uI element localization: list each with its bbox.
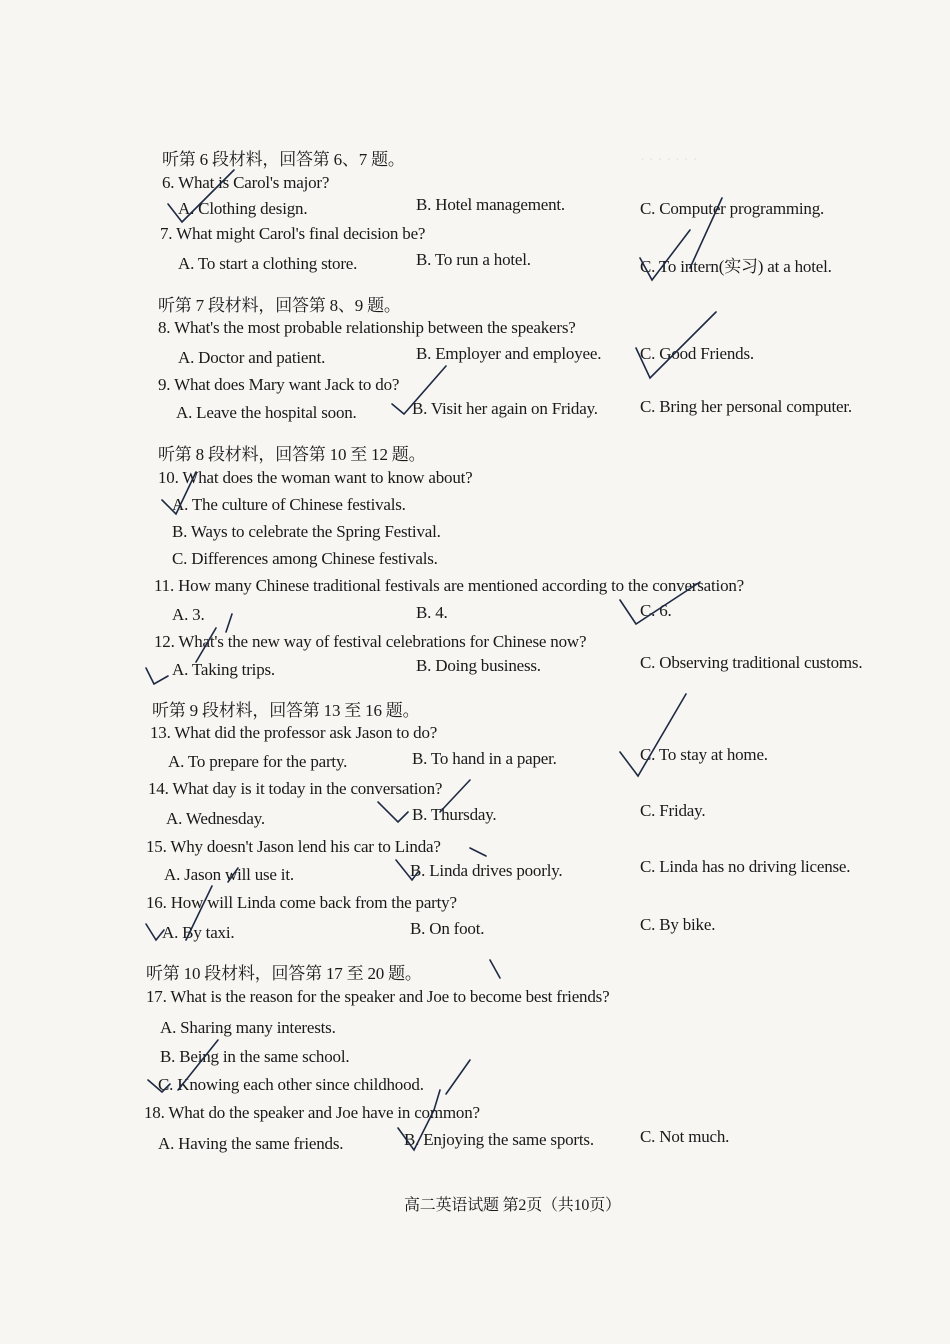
option-c: C. Computer programming.	[640, 199, 825, 218]
option-a: A. Wednesday.	[166, 809, 265, 828]
question-stem: 17. What is the reason for the speaker and Joe to become best friends?	[146, 987, 610, 1006]
option-b: B. To hand in a paper.	[412, 749, 557, 768]
option-a: A. Taking trips.	[172, 660, 275, 679]
check-mark-icon	[470, 848, 486, 856]
option-a: A. Leave the hospital soon.	[176, 403, 357, 422]
option-c: C. To intern(实习) at a hotel.	[640, 257, 832, 276]
option-a: A. Having the same friends.	[158, 1134, 344, 1153]
question-stem: 18. What do the speaker and Joe have in common?	[144, 1103, 480, 1122]
question-stem: 8. What's the most probable relationship between the speakers?	[158, 318, 576, 337]
bleed-through-text: · · · · · · ·	[640, 152, 698, 168]
option-b: B. Hotel management.	[416, 195, 565, 214]
option-b: B. Enjoying the same sports.	[404, 1130, 594, 1149]
question-stem: 16. How will Linda come back from the party?	[146, 893, 457, 912]
option-a: A. To start a clothing store.	[178, 254, 358, 273]
option-a: A. To prepare for the party.	[168, 752, 348, 771]
check-mark-icon	[146, 668, 168, 684]
option-a: A. The culture of Chinese festivals.	[172, 495, 406, 514]
check-mark-icon	[378, 802, 408, 822]
option-c: C. Good Friends.	[640, 344, 754, 363]
option-c: C. Differences among Chinese festivals.	[172, 549, 438, 568]
option-c: C. Not much.	[640, 1127, 730, 1146]
option-b: B. On foot.	[410, 919, 485, 938]
option-c: C. Bring her personal computer.	[640, 397, 852, 416]
check-mark-icon	[226, 614, 232, 632]
option-a: A. Sharing many interests.	[160, 1018, 336, 1037]
option-a: A. Jason will use it.	[164, 865, 294, 884]
question-stem: 9. What does Mary want Jack to do?	[158, 375, 400, 394]
option-b: B. Employer and employee.	[416, 344, 602, 363]
option-c: C. Linda has no driving license.	[640, 857, 851, 876]
option-c: C. By bike.	[640, 915, 716, 934]
option-c: C. Knowing each other since childhood.	[158, 1075, 424, 1094]
section-heading: 听第 6 段材料，回答第 6、7 题。	[162, 150, 405, 169]
question-stem: 6. What is Carol's major?	[162, 173, 330, 192]
option-a: A. 3.	[172, 605, 205, 624]
page-footer: 高二英语试题 第2页（共10页）	[404, 1197, 621, 1214]
check-mark-icon	[446, 1060, 470, 1094]
question-stem: 10. What does the woman want to know about?	[158, 468, 473, 487]
option-b: B. Being in the same school.	[160, 1047, 350, 1066]
option-a: A. Doctor and patient.	[178, 348, 326, 367]
question-stem: 13. What did the professor ask Jason to do?	[150, 723, 438, 742]
option-a: A. By taxi.	[162, 923, 235, 942]
option-b: B. Ways to celebrate the Spring Festival.	[172, 522, 441, 541]
question-stem: 11. How many Chinese traditional festivals are mentioned according to the conversation?	[154, 576, 745, 595]
option-b: B. To run a hotel.	[416, 250, 531, 269]
option-b: B. Visit her again on Friday.	[412, 399, 598, 418]
section-heading: 听第 10 段材料，回答第 17 至 20 题。	[146, 964, 422, 983]
option-b: B. Linda drives poorly.	[410, 861, 563, 880]
option-c: C. 6.	[640, 601, 672, 620]
section-heading: 听第 8 段材料，回答第 10 至 12 题。	[158, 445, 426, 464]
option-c: C. Friday.	[640, 801, 706, 820]
question-stem: 15. Why doesn't Jason lend his car to Linda?	[146, 837, 441, 856]
section-heading: 听第 7 段材料，回答第 8、9 题。	[158, 296, 401, 315]
option-b: B. Thursday.	[412, 805, 497, 824]
option-c: C. To stay at home.	[640, 745, 768, 764]
question-stem: 14. What day is it today in the conversation?	[148, 779, 443, 798]
option-b: B. Doing business.	[416, 656, 541, 675]
question-stem: 12. What's the new way of festival celebrations for Chinese now?	[154, 632, 587, 651]
section-heading: 听第 9 段材料，回答第 13 至 16 题。	[152, 701, 420, 720]
option-a: A. Clothing design.	[178, 199, 308, 218]
option-c: C. Observing traditional customs.	[640, 653, 863, 672]
check-mark-icon	[490, 960, 500, 978]
question-stem: 7. What might Carol's final decision be?	[160, 224, 426, 243]
option-b: B. 4.	[416, 603, 448, 622]
